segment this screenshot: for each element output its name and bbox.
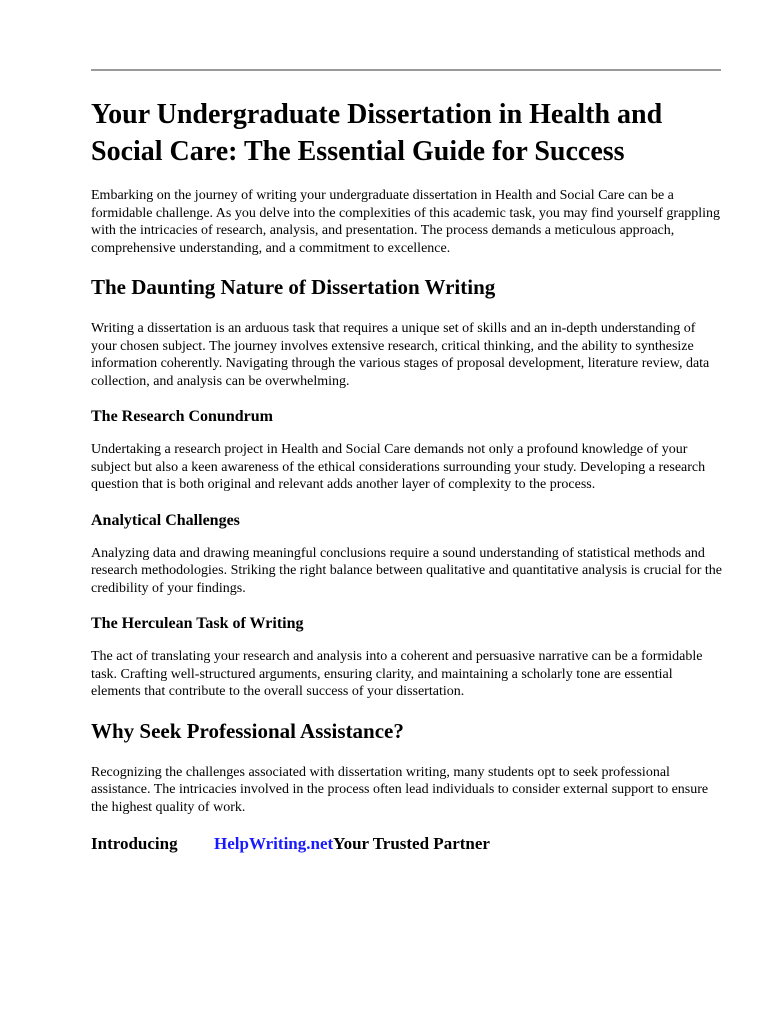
closing-line (91, 833, 723, 855)
subsection-body-research: Undertaking a research project in Health and Social Care demands not only a profound knowledge of your subject but also a keen awareness of the ethical considerations surrounding your study. Developing a research question that is both original and relevant adds another layer of complexity to the process. (91, 442, 706, 492)
top-divider (91, 69, 721, 71)
subsection-body-analytical: Analyzing data and drawing meaningful conclusions require a sound understanding of statistical methods and research methodologies. Striking the right balance between qualitative and quantitative analysis is crucial for the credibility of your findings. (91, 545, 722, 596)
subsection-body-writing: The act of translating your research and analysis into a coherent and persuasive narrative can be a formidable task. Crafting well-structured arguments, ensuring clarity, and maintaining a scholarly tone are essential elements that contribute to the overall success of your dissertation. (91, 649, 703, 699)
intro-paragraph: Embarking on the journey of writing your undergraduate dissertation in Health and Social Care can be a formidable challenge. As you delve into the complexities of this academic task, you may find yourself grappling with the intricacies of research, analysis, and presentation. The process demands a meticulous approach, comprehensive understanding, and a commitment to excellence. (91, 188, 721, 256)
section-heading-assistance: Why Seek Professional Assistance? (91, 718, 404, 743)
section-body-daunting: Writing a dissertation is an arduous task that requires a unique set of skills and an in-depth understanding of your chosen subject. The journey involves extensive research, critical thinking, and the ability to synthesize information coherently. Navigating through the various stages of proposal development, literature review, data collection, and analysis can be overwhelming. (91, 321, 710, 389)
closing-lead: Introducing (91, 834, 178, 853)
subsection-heading-analytical: Analytical Challenges (91, 511, 240, 529)
document-title: Your Undergraduate Dissertation in Health and Social Care: The Essential Guide for Success (91, 99, 663, 167)
document-body (91, 96, 723, 855)
closing-tail: Your Trusted Partner (333, 834, 490, 853)
section-body-assistance: Recognizing the challenges associated with dissertation writing, many students opt to seek professional assistance. The intricacies involved in the process often lead individuals to consider external support to ensure the highest quality of work. (91, 764, 709, 815)
section-heading-daunting: The Daunting Nature of Dissertation Writing (91, 275, 496, 299)
subsection-heading-writing: The Herculean Task of Writing (91, 615, 304, 632)
helpwriting-link[interactable]: HelpWriting.net (214, 834, 334, 853)
subsection-heading-research: The Research Conundrum (91, 408, 273, 425)
